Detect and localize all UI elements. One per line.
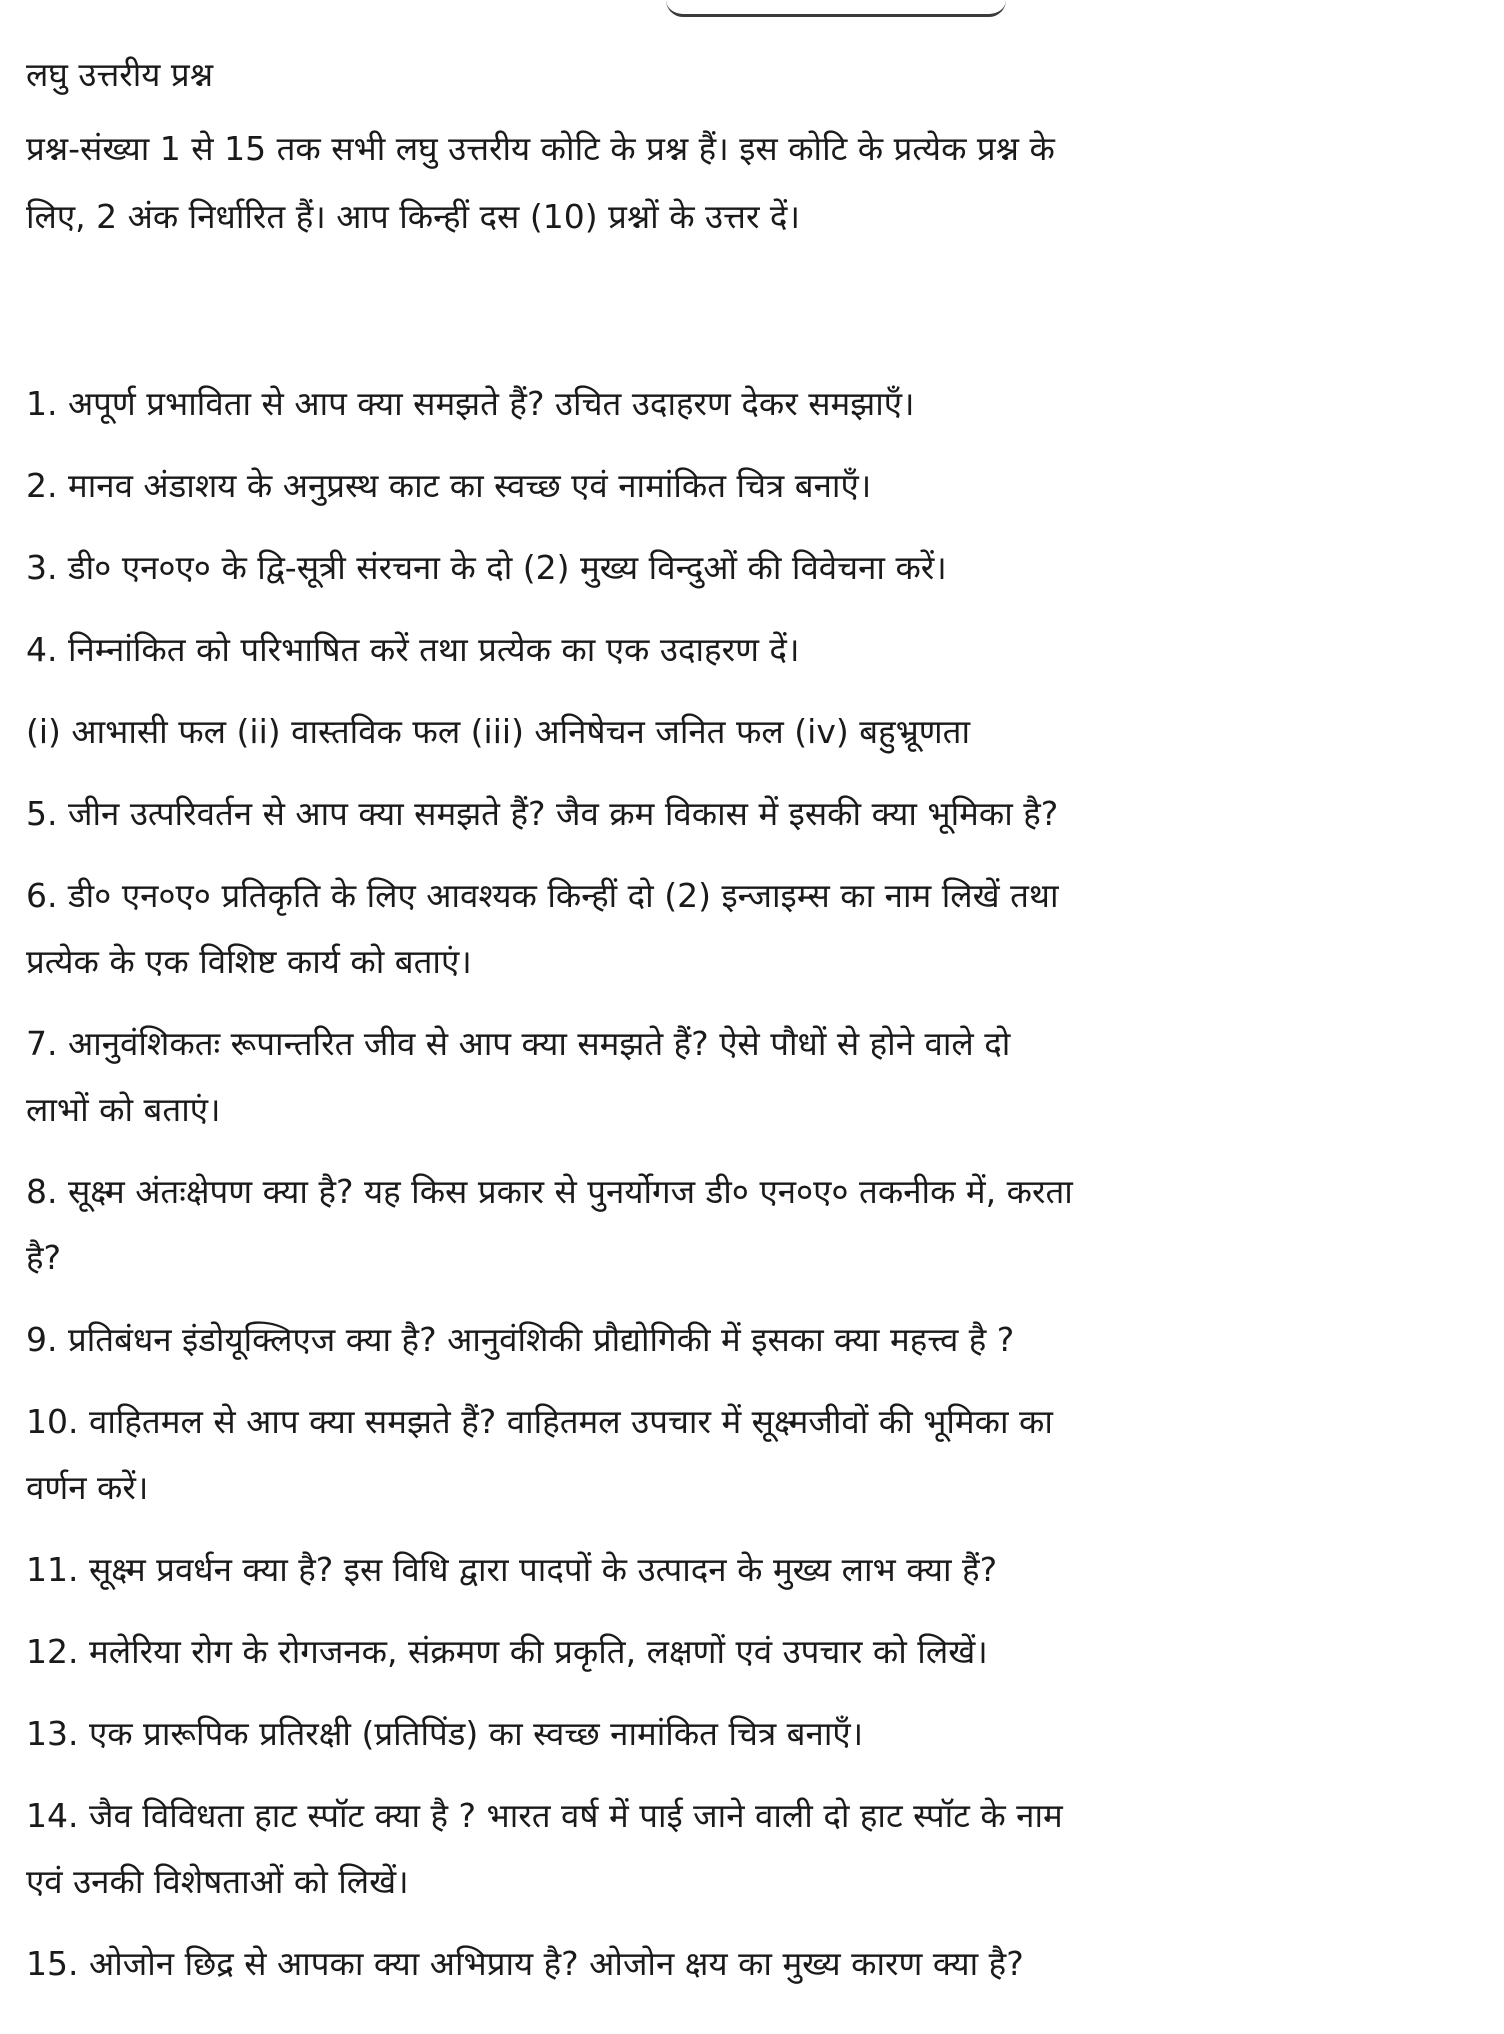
question-item [26,863,1476,995]
instructions-paragraph [26,115,1476,251]
question-item [26,1307,1476,1373]
question-text: 15. ओजोन छिद्र से आपका क्या अभिप्राय है? ओजोन क्षय का मुख्य कारण क्या है? [26,1944,1024,1983]
question-item [26,1783,1476,1915]
question-subparts [26,699,1476,765]
question-text: 2. मानव अंडाशय के अनुप्रस्थ काट का स्वच्छ एवं नामांकित चित्र बनाएँ। [26,466,872,505]
question-text: 4. निम्नांकित को परिभाषित करें तथा प्रत्येक का एक उदाहरण दें। [26,630,800,669]
question-text: 1. अपूर्ण प्रभाविता से आप क्या समझते हैं? उचित उदाहरण देकर समझाएँ। [26,384,915,423]
question-list [26,371,1476,1997]
question-item [26,535,1476,601]
question-item [26,371,1476,437]
cropped-text-fragment [666,0,1006,17]
question-item [26,453,1476,519]
question-item [26,1537,1476,1603]
question-text: 13. एक प्रारूपिक प्रतिरक्षी (प्रतिपिंड) का स्वच्छ नामांकित चित्र बनाएँ। [26,1714,864,1753]
question-text: 10. वाहितमल से आप क्या समझते हैं? वाहितमल उपचार में सूक्ष्मजीवों की भूमिका का [26,1402,1053,1441]
question-item [26,1389,1476,1521]
question-item [26,1931,1476,1997]
question-item [26,617,1476,683]
question-text: 6. डी० एन०ए० प्रतिकृति के लिए आवश्यक किन्हीं दो (2) इन्जाइम्स का नाम लिखें तथा [26,876,1059,915]
document-page [26,0,1476,2013]
question-text: 7. आनुवंशिकतः रूपान्तरित जीव से आप क्या समझते हैं? ऐसे पौधों से होने वाले दो [26,1024,1011,1063]
question-text: 12. मलेरिया रोग के रोगजनक, संक्रमण की प्रकृति, लक्षणों एवं उपचार को लिखें। [26,1632,988,1671]
question-text-continued: प्रत्येक के एक विशिष्ट कार्य को बताएं। [26,942,472,981]
question-text-continued: है? [26,1238,62,1277]
question-text: 14. जैव विविधता हाट स्पॉट क्या है ? भारत वर्ष में पाई जाने वाली दो हाट स्पॉट के नाम [26,1796,1063,1835]
instruction-line: प्रश्न-संख्या 1 से 15 तक सभी लघु उत्तरीय कोटि के प्रश्न हैं। इस कोटि के प्रत्येक प्रश्न के [26,129,1055,168]
question-item [26,1701,1476,1767]
question-text: 11. सूक्ष्म प्रवर्धन क्या है? इस विधि द्वारा पादपों के उत्पादन के मुख्य लाभ क्या हैं? [26,1550,998,1589]
question-text: 8. सूक्ष्म अंतःक्षेपण क्या है? यह किस प्रकार से पुनर्योगज डी० एन०ए० तकनीक में, करता [26,1172,1073,1211]
question-text: (i) आभासी फल (ii) वास्तविक फल (iii) अनिषेचन जनित फल (iv) बहुभ्रूणता [26,712,971,751]
question-text-continued: लाभों को बताएं। [26,1090,221,1129]
question-item [26,781,1476,847]
question-item [26,1159,1476,1291]
question-text: 5. जीन उत्परिवर्तन से आप क्या समझते हैं? जैव क्रम विकास में इसकी क्या भूमिका है? [26,794,1059,833]
question-text: 9. प्रतिबंधन इंडोयूक्लिएज क्या है? आनुवंशिकी प्रौद्योगिकी में इसका क्या महत्त्व है ? [26,1320,1015,1359]
question-text: 3. डी० एन०ए० के द्वि-सूत्री संरचना के दो (2) मुख्य विन्दुओं की विवेचना करें। [26,548,947,587]
instruction-line: लिए, 2 अंक निर्धारित हैं। आप किन्हीं दस (10) प्रश्नों के उत्तर दें। [26,197,800,236]
question-item [26,1011,1476,1143]
question-item [26,1619,1476,1685]
question-text-continued: वर्णन करें। [26,1468,149,1507]
section-heading: लघु उत्तरीय प्रश्न [26,55,214,94]
question-text-continued: एवं उनकी विशेषताओं को लिखें। [26,1862,409,1901]
